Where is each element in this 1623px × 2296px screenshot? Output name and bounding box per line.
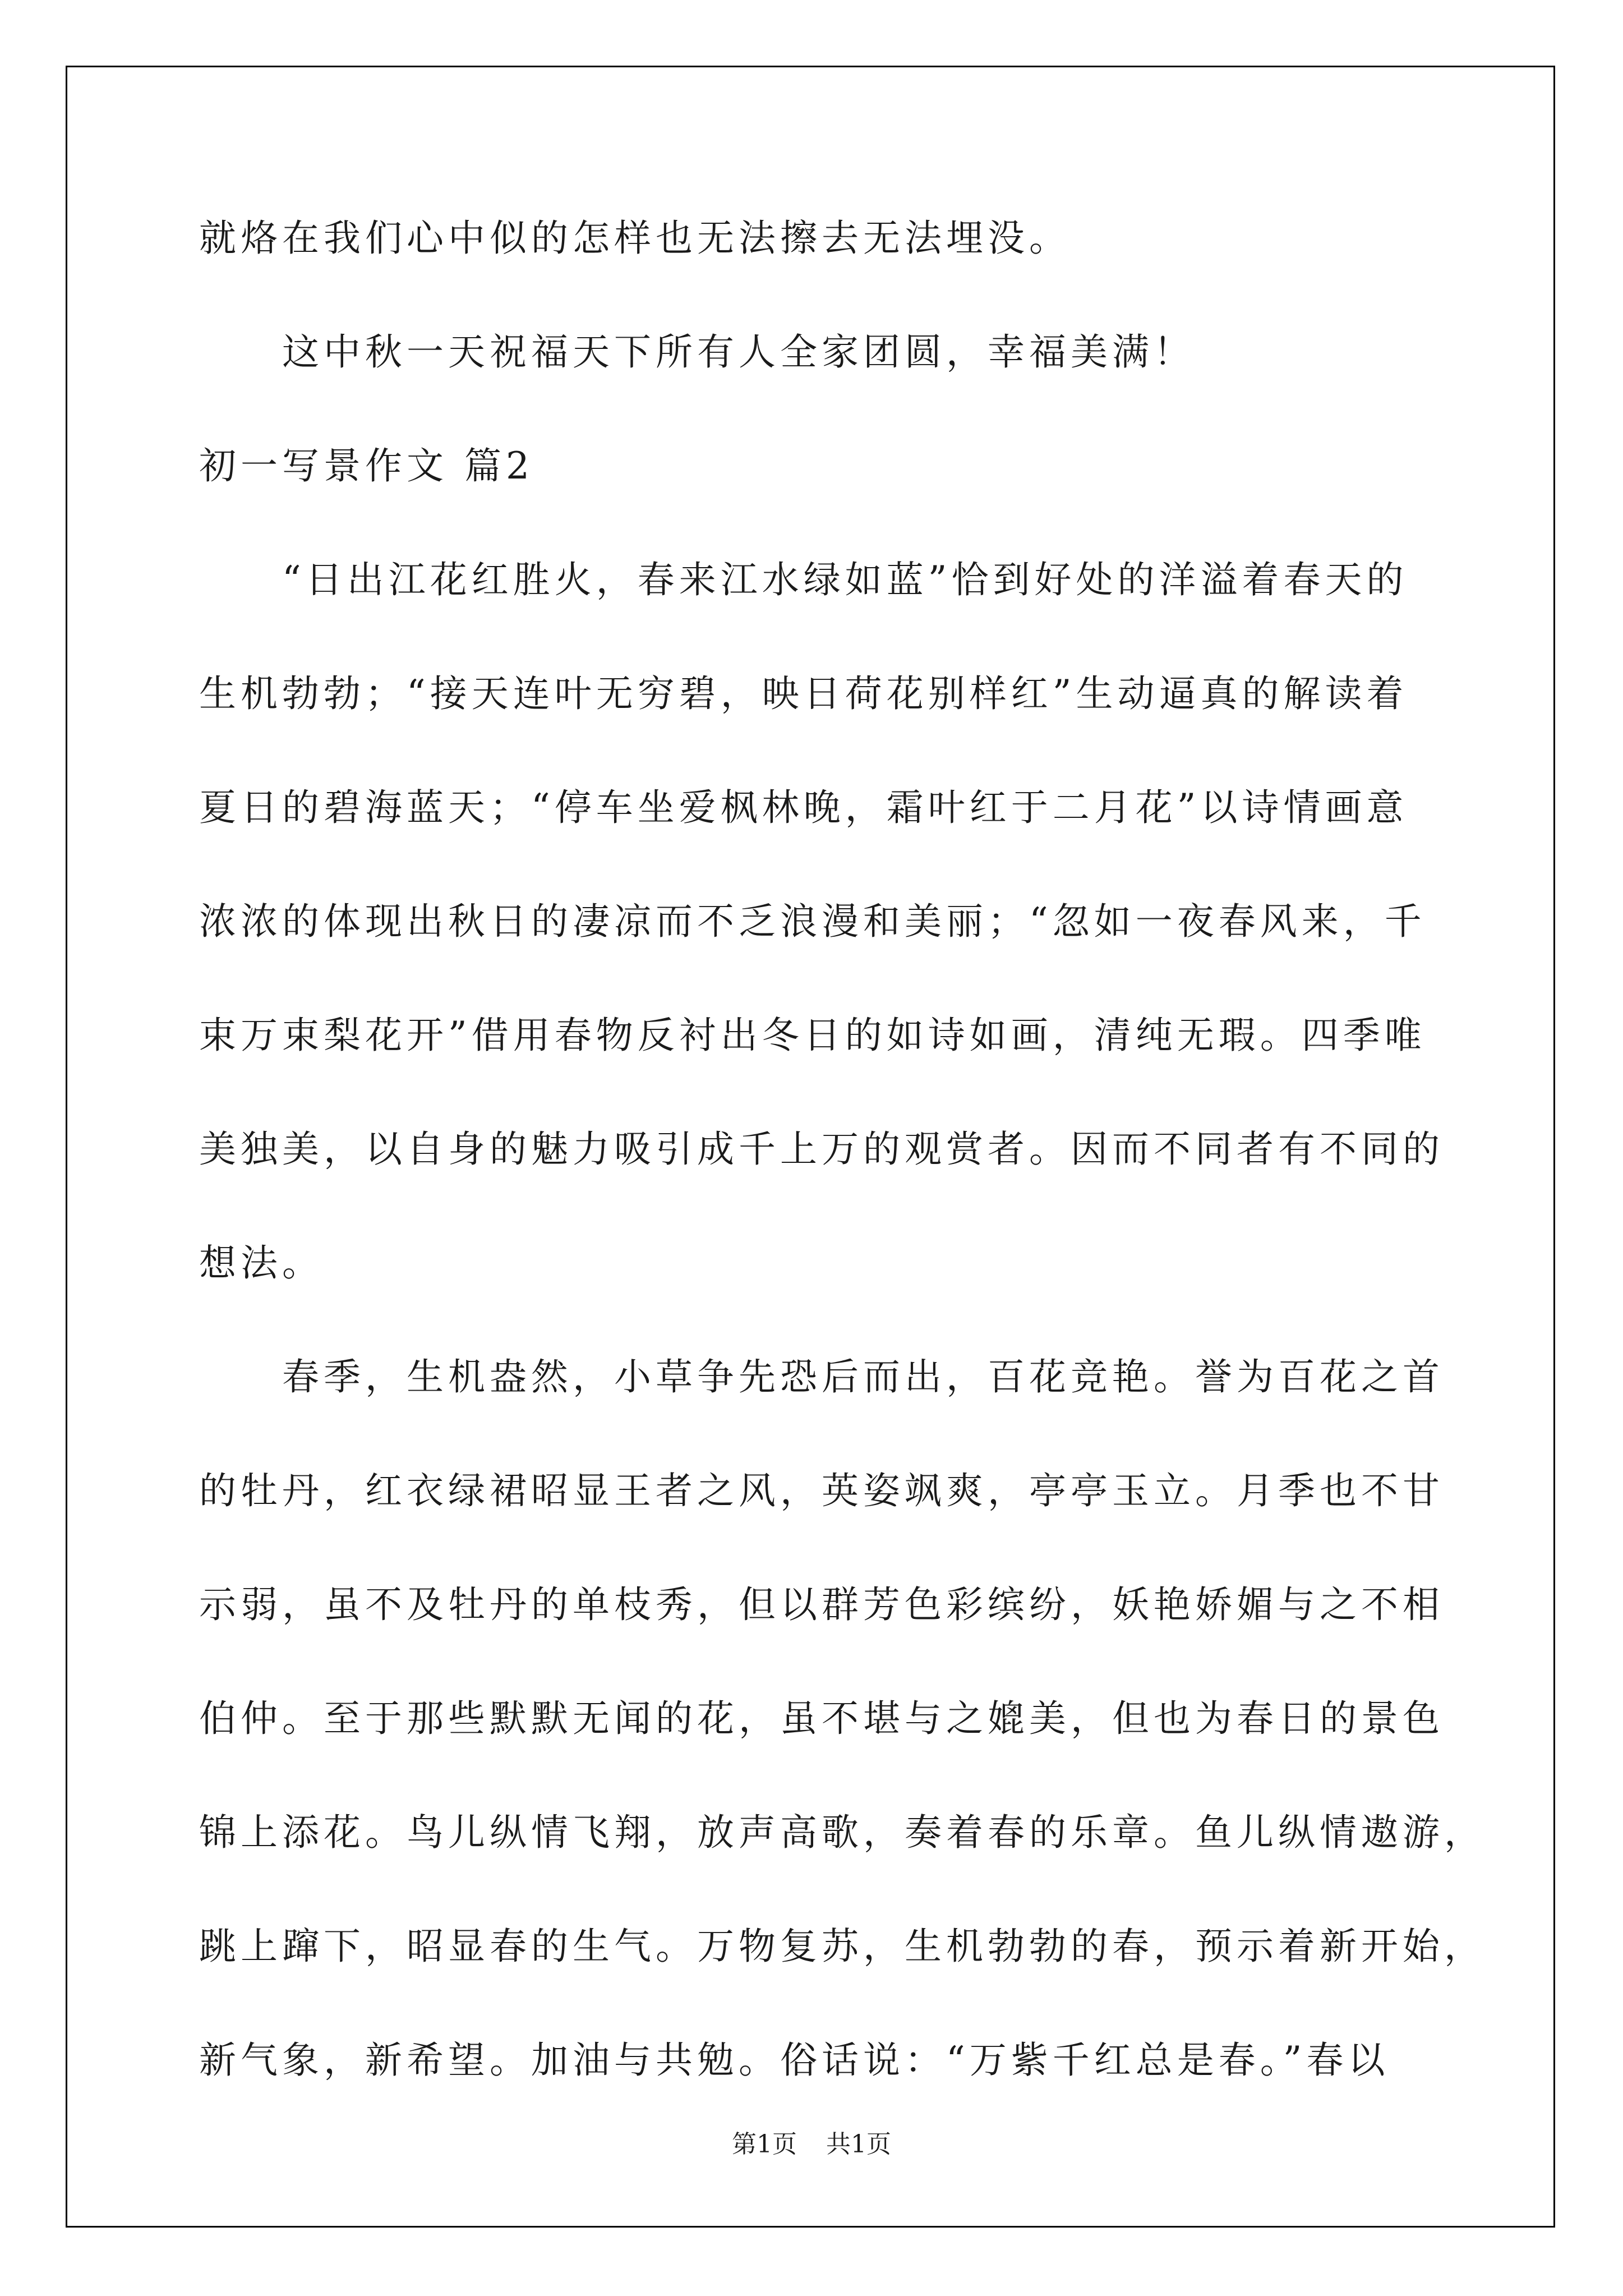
paragraph bbox=[199, 552, 1444, 1291]
paragraph-line: 新气象，新希望。加油与共勉。俗话说：“万紫千红总是春。”春以 bbox=[199, 2039, 1390, 2082]
paragraph-line: 示弱，虽不及牡丹的单枝秀，但以群芳色彩缤纷，妖艳娇媚与之不相 bbox=[199, 1583, 1444, 1626]
paragraph-line: “日出江花红胜火，春来江水绿如蓝”恰到好处的洋溢着春天的 bbox=[282, 558, 1408, 601]
paragraph-line: 生机勃勃；“接天连叶无穷碧，映日荷花别样红”生动逼真的解读着 bbox=[199, 672, 1408, 715]
paragraph-line: 夏日的碧海蓝天；“停车坐爱枫林晚，霜叶红于二月花”以诗情画意 bbox=[199, 786, 1408, 829]
paragraph bbox=[199, 1349, 1486, 2088]
page-number: 第1页 bbox=[732, 2130, 797, 2159]
paragraph-line: 跳上蹿下，昭显春的生气。万物复苏，生机勃勃的春，预示着新开始， bbox=[199, 1925, 1486, 1968]
document-body bbox=[199, 210, 1486, 2088]
paragraph-line: 的牡丹，红衣绿裙昭显王者之风，英姿飒爽，亭亭玉立。月季也不甘 bbox=[199, 1469, 1444, 1512]
paragraph-line: 束万束梨花开”借用春物反衬出冬日的如诗如画，清纯无瑕。四季唯 bbox=[199, 1014, 1426, 1057]
paragraph-line: 锦上添花。鸟儿纵情飞翔，放声高歌，奏着春的乐章。鱼儿纵情遨游， bbox=[199, 1811, 1486, 1854]
page-footer bbox=[0, 2129, 1623, 2160]
paragraph-line: 这中秋一天祝福天下所有人全家团圆，幸福美满！ bbox=[282, 330, 1195, 374]
paragraph-line: 想法。 bbox=[199, 1241, 324, 1285]
paragraph-line: 伯仲。至于那些默默无闻的花，虽不堪与之媲美，但也为春日的景色 bbox=[199, 1697, 1444, 1740]
paragraph-line: 就烙在我们心中似的怎样也无法擦去无法埋没。 bbox=[199, 217, 1071, 260]
paragraph-line: 美独美，以自身的魅力吸引成千上万的观赏者。因而不同者有不同的 bbox=[199, 1128, 1444, 1171]
paragraph-line: 春季，生机盎然，小草争先恐后而出，百花竞艳。誉为百花之首 bbox=[282, 1355, 1444, 1398]
paragraph-line: 浓浓的体现出秋日的凄凉而不乏浪漫和美丽；“忽如一夜春风来，千 bbox=[199, 900, 1426, 943]
section-heading: 初一写景作文 篇2 bbox=[199, 444, 534, 487]
page-total: 共1页 bbox=[826, 2130, 891, 2159]
